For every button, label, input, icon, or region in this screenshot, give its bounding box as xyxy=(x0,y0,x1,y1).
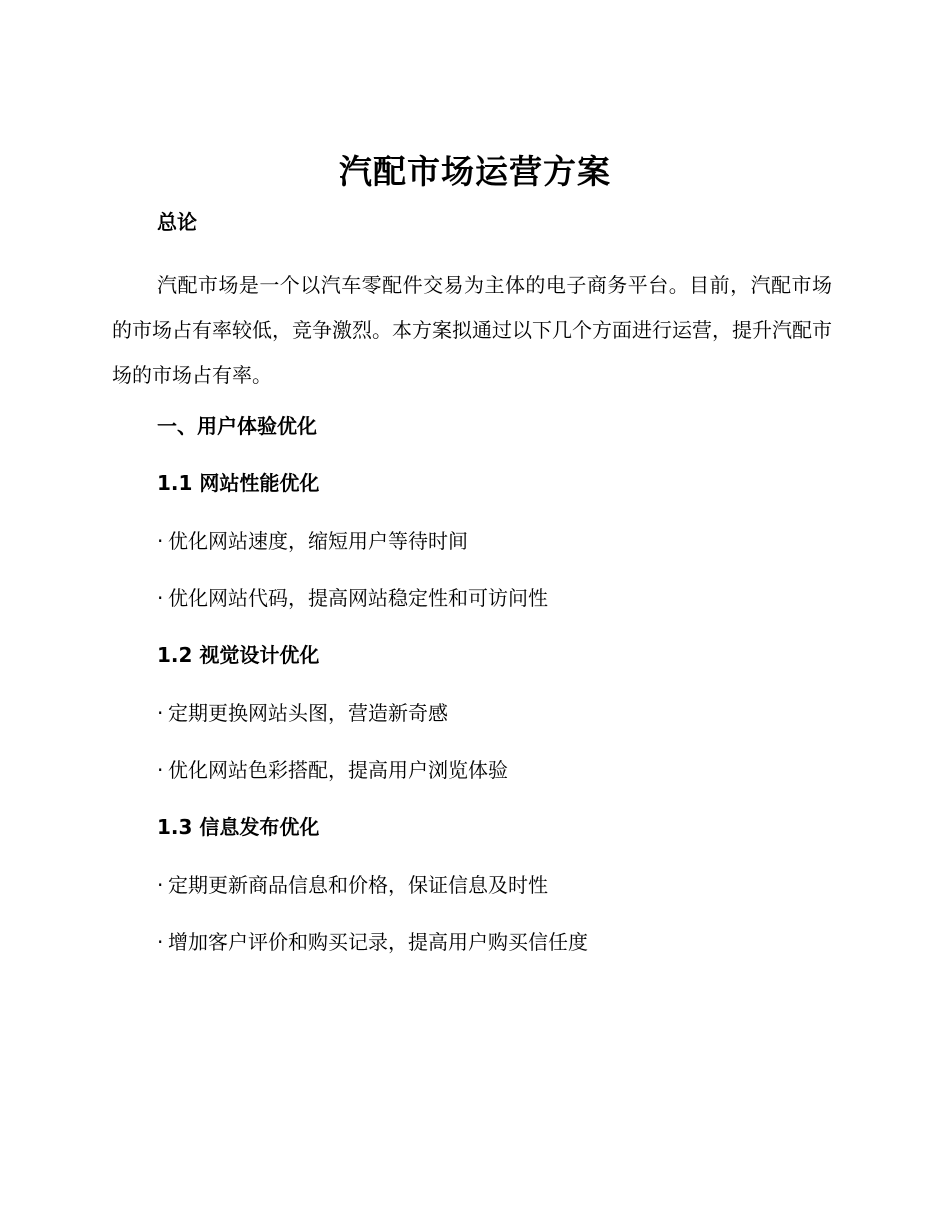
intro-heading: 总论 xyxy=(157,210,197,234)
bullet-text: 定期更新商品信息和价格，保证信息及时性 xyxy=(168,873,548,897)
intro-paragraph: 汽配市场是一个以汽车零配件交易为主体的电子商务平台。目前，汽配市场的市场占有率较低，竞争激烈。本方案拟通过以下几个方面进行运营，提升汽配市场的市场占有率。 xyxy=(112,273,832,387)
section-heading-user-experience: 一、用户体验优化 xyxy=(157,414,317,438)
bullet-marker: · xyxy=(157,586,164,610)
bullet-text: 优化网站色彩搭配，提高用户浏览体验 xyxy=(168,758,508,782)
subsection-heading-info-publishing: 1.3 信息发布优化 xyxy=(157,815,320,839)
bullet-marker: · xyxy=(157,930,164,954)
bullet-marker: · xyxy=(157,529,164,553)
subsection-heading-site-performance: 1.1 网站性能优化 xyxy=(157,471,320,495)
bullet-item xyxy=(157,756,508,784)
document-title: 汽配市场运营方案 xyxy=(339,152,611,191)
bullet-item xyxy=(157,871,548,899)
subsection-heading-visual-design: 1.2 视觉设计优化 xyxy=(157,643,320,667)
bullet-marker: · xyxy=(157,758,164,782)
bullet-item xyxy=(157,584,548,612)
bullet-text: 增加客户评价和购买记录，提高用户购买信任度 xyxy=(168,930,588,954)
bullet-item xyxy=(157,699,448,727)
bullet-item xyxy=(157,527,468,555)
bullet-item xyxy=(157,928,588,956)
bullet-marker: · xyxy=(157,873,164,897)
bullet-text: 优化网站代码，提高网站稳定性和可访问性 xyxy=(168,586,548,610)
bullet-text: 优化网站速度，缩短用户等待时间 xyxy=(168,529,468,553)
bullet-marker: · xyxy=(157,701,164,725)
bullet-text: 定期更换网站头图，营造新奇感 xyxy=(168,701,448,725)
